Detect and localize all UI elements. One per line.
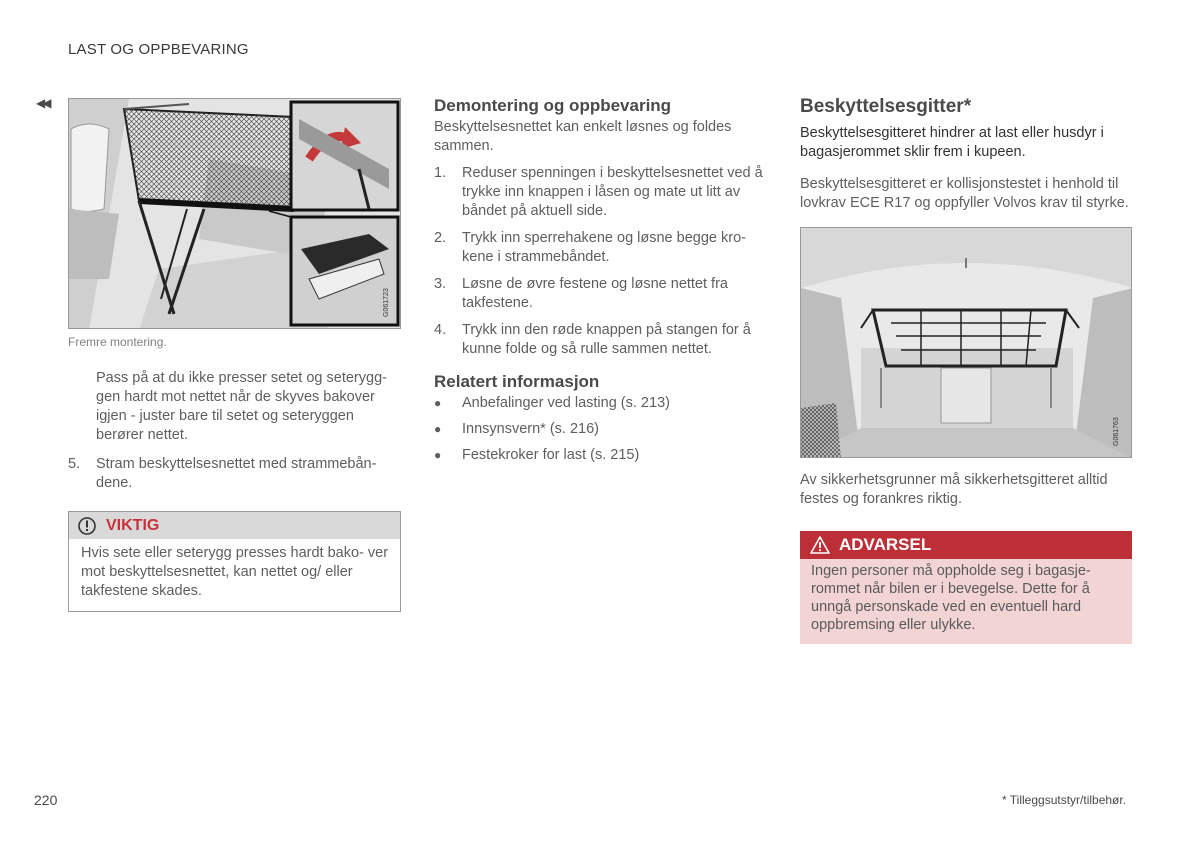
- front-mounting-illustration: [68, 98, 401, 329]
- related-list: [434, 394, 769, 465]
- list-item[interactable]: [434, 394, 769, 413]
- cargo-grille-drawing: [801, 228, 1132, 458]
- list-item: [434, 164, 769, 221]
- middle-column: [434, 96, 769, 465]
- important-notice: [68, 511, 401, 612]
- related-heading: Relatert informasjon: [434, 372, 600, 391]
- section-title: Beskyttelsesgitter*: [800, 96, 972, 117]
- figure-caption: Fremre montering.: [68, 335, 167, 349]
- step-text: Trykk inn den røde knappen på stangen for å kunne folde og så rulle sammen nettet.: [462, 322, 751, 357]
- warning-label: ADVARSEL: [839, 535, 932, 554]
- page-header: LAST OG OPPBEVARING: [68, 41, 249, 58]
- page-number: 220: [34, 792, 58, 808]
- list-item: [434, 229, 769, 267]
- step-text: Reduser spenningen i beskyttelsesnettet ved å trykke inn knappen i låsen og mate ut litt av båndet på aktuell side.: [462, 165, 763, 219]
- step-text: Løsne de øvre festene og løsne nettet fra takfestene.: [462, 276, 728, 311]
- figure-code: G061763: [1113, 417, 1120, 446]
- bullet-icon: ●: [434, 396, 442, 410]
- step-text: Trykk inn sperrehakene og løsne begge kro- kene i strammebåndet.: [462, 230, 746, 265]
- list-item[interactable]: [434, 420, 769, 439]
- step-number: 3.: [434, 276, 447, 292]
- related-link[interactable]: Festekroker for last (s. 215): [462, 447, 640, 463]
- warning-box: [800, 531, 1132, 644]
- steps-list: [434, 164, 769, 359]
- exclamation-circle-icon: [77, 516, 97, 536]
- notice-label: VIKTIG: [106, 516, 160, 534]
- body-paragraph: Beskyttelsesgitteret er kollisjonstestet i henhold til lovkrav ECE R17 og oppfyller Volvos krav til styrke.: [800, 176, 1129, 211]
- list-item: [68, 455, 401, 493]
- warning-triangle-icon: [810, 536, 830, 554]
- related-link[interactable]: Anbefalinger ved lasting (s. 213): [462, 395, 670, 411]
- figure-code: G061723: [383, 288, 390, 317]
- notice-header: [69, 512, 400, 539]
- lead-paragraph: Beskyttelsesgitteret hindrer at last eller husdyr i bagasjerommet sklir frem i kupeen.: [800, 125, 1104, 160]
- double-chevron-left-icon[interactable]: ◀◀: [36, 96, 49, 110]
- bullet-icon: ●: [434, 448, 442, 462]
- list-item: [434, 321, 769, 359]
- cargo-net-drawing: [69, 99, 401, 329]
- right-column: [800, 96, 1132, 644]
- step-number: 4.: [434, 322, 447, 338]
- step-number: 2.: [434, 230, 447, 246]
- section-heading: Demontering og oppbevaring: [434, 96, 672, 115]
- warning-text: Ingen personer må oppholde seg i bagasje- rommet når bilen er i bevegelse. Dette for å unngå personskade ved en eventuell hard oppbremsing eller ulykke.: [811, 563, 1091, 633]
- notice-body: [69, 539, 400, 611]
- list-item[interactable]: [434, 446, 769, 465]
- warning-body: [800, 559, 1132, 644]
- notice-text: Hvis sete eller seterygg presses hardt bako- ver mot beskyttelsesnettet, kan nettet og/ eller takfestene skades.: [81, 545, 389, 599]
- caution-paragraph: Pass på at du ikke presser setet og seterygg- gen hardt mot nettet når de skyves bakover igjen - juster bare til setet og seteryggen berører nettet.: [96, 370, 387, 443]
- left-column: [68, 98, 401, 612]
- step-text: Stram beskyttelsesnettet med strammebån- dene.: [96, 456, 377, 491]
- list-item: [434, 275, 769, 313]
- footnote: * Tilleggsutstyr/tilbehør.: [1002, 793, 1127, 807]
- step-number: 5.: [68, 456, 81, 472]
- step-number: 1.: [434, 165, 447, 181]
- figure-note: Av sikkerhetsgrunner må sikkerhetsgitteret alltid festes og forankres riktig.: [800, 472, 1108, 507]
- section-intro: Beskyttelsesnettet kan enkelt løsnes og foldes sammen.: [434, 119, 732, 154]
- warning-header: [800, 531, 1132, 559]
- bullet-icon: ●: [434, 422, 442, 436]
- related-link[interactable]: Innsynsvern* (s. 216): [462, 421, 600, 437]
- cargo-grille-illustration: [800, 227, 1132, 458]
